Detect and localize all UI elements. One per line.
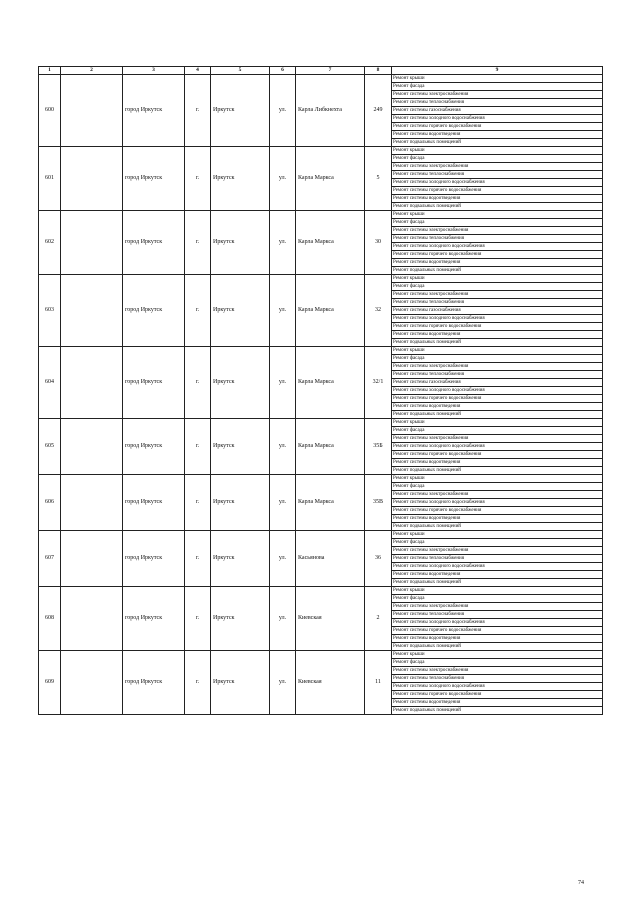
municipality-cell: город Иркутск [123, 347, 185, 419]
settlement-name-cell: Иркутск [211, 587, 270, 651]
street-type-cell: ул. [270, 75, 296, 147]
street-name-cell: Карла Либкнехта [296, 75, 365, 147]
street-name-cell: Киевская [296, 651, 365, 715]
work-item-cell: Ремонт системы горячего водоснабжения [392, 627, 603, 635]
work-item-cell: Ремонт системы газоснабжения [392, 379, 603, 387]
work-item-cell: Ремонт системы холодного водоснабжения [392, 243, 603, 251]
municipality-cell: город Иркутск [123, 531, 185, 587]
work-item-cell: Ремонт системы горячего водоснабжения [392, 251, 603, 259]
work-item-cell: Ремонт фасада [392, 539, 603, 547]
work-item-cell: Ремонт системы теплоснабжения [392, 171, 603, 179]
settlement-name-cell: Иркутск [211, 651, 270, 715]
work-item-cell: Ремонт системы электроснабжения [392, 435, 603, 443]
row-number-cell: 608 [39, 587, 61, 651]
work-item-cell: Ремонт фасада [392, 155, 603, 163]
municipality-cell: город Иркутск [123, 147, 185, 211]
table-row [39, 475, 603, 483]
row-number-cell: 606 [39, 475, 61, 531]
work-item-cell: Ремонт системы водоотведения [392, 331, 603, 339]
work-item-cell: Ремонт крыши [392, 475, 603, 483]
work-item-cell: Ремонт крыши [392, 419, 603, 427]
work-item-cell: Ремонт подвальных помещений [392, 267, 603, 275]
table-row [39, 531, 603, 539]
work-item-cell: Ремонт фасада [392, 483, 603, 491]
work-item-cell: Ремонт системы горячего водоснабжения [392, 123, 603, 131]
work-item-cell: Ремонт системы горячего водоснабжения [392, 451, 603, 459]
row-number-cell: 602 [39, 211, 61, 275]
settlement-type-cell: г. [185, 275, 211, 347]
work-item-cell: Ремонт фасада [392, 659, 603, 667]
work-item-cell: Ремонт фасада [392, 427, 603, 435]
work-item-cell: Ремонт системы водоотведения [392, 571, 603, 579]
house-number-cell: 249 [365, 75, 392, 147]
row-number-cell: 601 [39, 147, 61, 211]
empty-cell [61, 587, 123, 651]
work-item-cell: Ремонт системы электроснабжения [392, 603, 603, 611]
street-type-cell: ул. [270, 347, 296, 419]
settlement-type-cell: г. [185, 211, 211, 275]
street-name-cell: Карла Маркса [296, 475, 365, 531]
work-item-cell: Ремонт системы водоотведения [392, 635, 603, 643]
header-cell: 8 [365, 67, 392, 75]
work-item-cell: Ремонт системы теплоснабжения [392, 299, 603, 307]
work-item-cell: Ремонт системы теплоснабжения [392, 555, 603, 563]
work-item-cell: Ремонт системы газоснабжения [392, 107, 603, 115]
settlement-name-cell: Иркутск [211, 347, 270, 419]
work-item-cell: Ремонт системы теплоснабжения [392, 611, 603, 619]
settlement-type-cell: г. [185, 147, 211, 211]
empty-cell [61, 347, 123, 419]
work-item-cell: Ремонт крыши [392, 587, 603, 595]
work-item-cell: Ремонт системы холодного водоснабжения [392, 443, 603, 451]
settlement-type-cell: г. [185, 419, 211, 475]
work-item-cell: Ремонт системы холодного водоснабжения [392, 499, 603, 507]
header-row [39, 67, 603, 75]
work-item-cell: Ремонт системы теплоснабжения [392, 235, 603, 243]
work-item-cell: Ремонт системы электроснабжения [392, 491, 603, 499]
work-item-cell: Ремонт системы холодного водоснабжения [392, 563, 603, 571]
settlement-name-cell: Иркутск [211, 75, 270, 147]
street-name-cell: Карла Маркса [296, 419, 365, 475]
work-item-cell: Ремонт системы электроснабжения [392, 547, 603, 555]
work-item-cell: Ремонт системы водоотведения [392, 699, 603, 707]
work-item-cell: Ремонт системы теплоснабжения [392, 675, 603, 683]
work-item-cell: Ремонт фасада [392, 83, 603, 91]
table-body [39, 75, 603, 715]
street-type-cell: ул. [270, 419, 296, 475]
municipality-cell: город Иркутск [123, 75, 185, 147]
work-item-cell: Ремонт подвальных помещений [392, 139, 603, 147]
work-item-cell: Ремонт подвальных помещений [392, 467, 603, 475]
header-cell: 2 [61, 67, 123, 75]
settlement-type-cell: г. [185, 651, 211, 715]
street-type-cell: ул. [270, 147, 296, 211]
work-item-cell: Ремонт подвальных помещений [392, 643, 603, 651]
settlement-type-cell: г. [185, 475, 211, 531]
street-type-cell: ул. [270, 531, 296, 587]
work-item-cell: Ремонт системы горячего водоснабжения [392, 691, 603, 699]
street-name-cell: Карла Маркса [296, 147, 365, 211]
work-item-cell: Ремонт системы горячего водоснабжения [392, 395, 603, 403]
page-number: 74 [578, 880, 584, 886]
work-item-cell: Ремонт подвальных помещений [392, 579, 603, 587]
work-item-cell: Ремонт крыши [392, 347, 603, 355]
work-item-cell: Ремонт подвальных помещений [392, 707, 603, 715]
header-cell: 7 [296, 67, 365, 75]
municipality-cell: город Иркутск [123, 475, 185, 531]
header-cell: 3 [123, 67, 185, 75]
settlement-name-cell: Иркутск [211, 275, 270, 347]
settlement-type-cell: г. [185, 75, 211, 147]
header-cell: 9 [392, 67, 603, 75]
street-type-cell: ул. [270, 475, 296, 531]
row-number-cell: 609 [39, 651, 61, 715]
empty-cell [61, 211, 123, 275]
table-row [39, 651, 603, 659]
work-item-cell: Ремонт системы холодного водоснабжения [392, 683, 603, 691]
municipality-cell: город Иркутск [123, 275, 185, 347]
work-item-cell: Ремонт фасада [392, 355, 603, 363]
street-name-cell: Карла Маркса [296, 211, 365, 275]
work-item-cell: Ремонт системы теплоснабжения [392, 99, 603, 107]
house-number-cell: 11 [365, 651, 392, 715]
street-type-cell: ул. [270, 211, 296, 275]
house-number-cell: 2 [365, 587, 392, 651]
work-item-cell: Ремонт крыши [392, 275, 603, 283]
street-type-cell: ул. [270, 651, 296, 715]
work-item-cell: Ремонт системы водоотведения [392, 195, 603, 203]
empty-cell [61, 275, 123, 347]
settlement-type-cell: г. [185, 531, 211, 587]
empty-cell [61, 651, 123, 715]
work-item-cell: Ремонт системы горячего водоснабжения [392, 323, 603, 331]
table-row [39, 419, 603, 427]
work-item-cell: Ремонт системы холодного водоснабжения [392, 387, 603, 395]
settlement-name-cell: Иркутск [211, 147, 270, 211]
settlement-name-cell: Иркутск [211, 419, 270, 475]
work-item-cell: Ремонт системы электроснабжения [392, 363, 603, 371]
municipality-cell: город Иркутск [123, 419, 185, 475]
house-number-cell: 5 [365, 147, 392, 211]
work-item-cell: Ремонт системы электроснабжения [392, 227, 603, 235]
work-item-cell: Ремонт крыши [392, 531, 603, 539]
municipality-cell: город Иркутск [123, 651, 185, 715]
table-row [39, 587, 603, 595]
header-cell: 1 [39, 67, 61, 75]
street-name-cell: Карла Маркса [296, 347, 365, 419]
work-item-cell: Ремонт системы холодного водоснабжения [392, 619, 603, 627]
table-row [39, 347, 603, 355]
work-item-cell: Ремонт системы водоотведения [392, 403, 603, 411]
house-number-cell: 35В [365, 475, 392, 531]
settlement-name-cell: Иркутск [211, 475, 270, 531]
empty-cell [61, 147, 123, 211]
street-type-cell: ул. [270, 275, 296, 347]
work-item-cell: Ремонт системы горячего водоснабжения [392, 507, 603, 515]
municipality-cell: город Иркутск [123, 211, 185, 275]
work-item-cell: Ремонт системы холодного водоснабжения [392, 115, 603, 123]
house-number-cell: 32/1 [365, 347, 392, 419]
work-item-cell: Ремонт системы теплоснабжения [392, 371, 603, 379]
row-number-cell: 605 [39, 419, 61, 475]
settlement-name-cell: Иркутск [211, 211, 270, 275]
header-cell: 5 [211, 67, 270, 75]
work-item-cell: Ремонт системы водоотведения [392, 459, 603, 467]
work-item-cell: Ремонт крыши [392, 147, 603, 155]
empty-cell [61, 75, 123, 147]
work-item-cell: Ремонт крыши [392, 651, 603, 659]
row-number-cell: 604 [39, 347, 61, 419]
work-item-cell: Ремонт системы электроснабжения [392, 163, 603, 171]
row-number-cell: 600 [39, 75, 61, 147]
work-item-cell: Ремонт системы водоотведения [392, 131, 603, 139]
work-item-cell: Ремонт системы газоснабжения [392, 307, 603, 315]
work-item-cell: Ремонт системы горячего водоснабжения [392, 187, 603, 195]
work-item-cell: Ремонт подвальных помещений [392, 339, 603, 347]
work-item-cell: Ремонт подвальных помещений [392, 523, 603, 531]
work-item-cell: Ремонт системы холодного водоснабжения [392, 315, 603, 323]
table-row [39, 275, 603, 283]
house-number-cell: 32 [365, 275, 392, 347]
empty-cell [61, 419, 123, 475]
work-item-cell: Ремонт фасада [392, 219, 603, 227]
work-item-cell: Ремонт системы электроснабжения [392, 667, 603, 675]
work-item-cell: Ремонт подвальных помещений [392, 411, 603, 419]
header-cell: 6 [270, 67, 296, 75]
street-name-cell: Карла Маркса [296, 275, 365, 347]
empty-cell [61, 531, 123, 587]
empty-cell [61, 475, 123, 531]
work-item-cell: Ремонт подвальных помещений [392, 203, 603, 211]
table-row [39, 211, 603, 219]
work-item-cell: Ремонт фасада [392, 283, 603, 291]
table-row [39, 147, 603, 155]
row-number-cell: 603 [39, 275, 61, 347]
settlement-name-cell: Иркутск [211, 531, 270, 587]
house-number-cell: 36 [365, 531, 392, 587]
municipality-cell: город Иркутск [123, 587, 185, 651]
house-number-cell: 35Б [365, 419, 392, 475]
work-item-cell: Ремонт системы электроснабжения [392, 91, 603, 99]
work-item-cell: Ремонт крыши [392, 211, 603, 219]
settlement-type-cell: г. [185, 347, 211, 419]
street-name-cell: Киевская [296, 587, 365, 651]
work-item-cell: Ремонт фасада [392, 595, 603, 603]
street-name-cell: Касьянова [296, 531, 365, 587]
table-row [39, 75, 603, 83]
header-cell: 4 [185, 67, 211, 75]
work-item-cell: Ремонт системы водоотведения [392, 259, 603, 267]
work-item-cell: Ремонт системы холодного водоснабжения [392, 179, 603, 187]
work-item-cell: Ремонт системы водоотведения [392, 515, 603, 523]
house-number-cell: 30 [365, 211, 392, 275]
work-item-cell: Ремонт крыши [392, 75, 603, 83]
row-number-cell: 607 [39, 531, 61, 587]
settlement-type-cell: г. [185, 587, 211, 651]
street-type-cell: ул. [270, 587, 296, 651]
work-item-cell: Ремонт системы электроснабжения [392, 291, 603, 299]
work-table [38, 66, 603, 715]
